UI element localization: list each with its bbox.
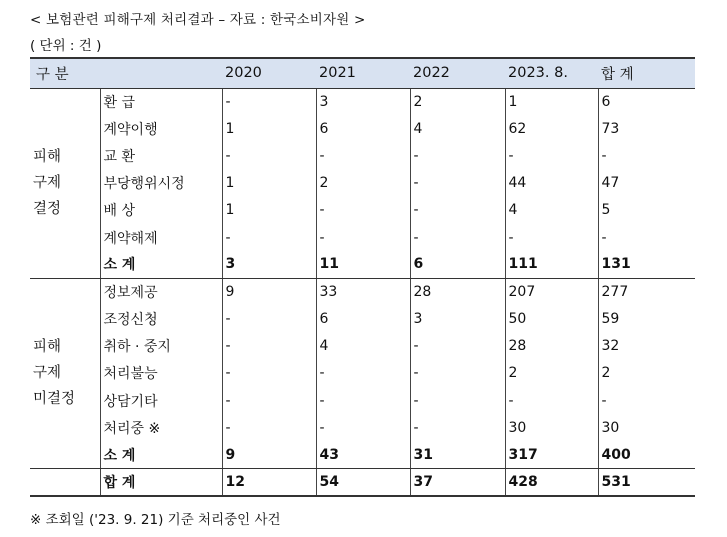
row-label: 부당행위시정 xyxy=(100,170,222,197)
cell-value: - xyxy=(601,229,607,246)
table-row xyxy=(30,197,695,224)
cell-value: 400 xyxy=(598,441,695,468)
table-row xyxy=(30,306,695,333)
cell-value: 6 xyxy=(601,93,611,110)
cell-value: 131 xyxy=(598,251,695,278)
table-row xyxy=(30,333,695,360)
cell-value: - xyxy=(505,387,598,414)
cell-value: - xyxy=(505,142,598,169)
cell-value: - xyxy=(410,170,505,197)
cell-value: 2 xyxy=(316,170,410,197)
total-value: 531 xyxy=(598,469,695,496)
cell-value: 2 xyxy=(601,365,611,382)
table-row xyxy=(30,170,695,197)
cell-value: 1 xyxy=(222,115,316,142)
row-label: 정보제공 xyxy=(100,278,222,305)
header-2020: 2020 xyxy=(222,58,316,88)
cell-value: 3 xyxy=(410,306,505,333)
table-title: < 보험관련 피해구제 처리결과 – 자료 : 한국소비자원 > xyxy=(30,12,366,28)
cell-value: 11 xyxy=(316,251,410,278)
cell-value: 43 xyxy=(316,441,410,468)
cell-value: 2 xyxy=(410,88,505,115)
cell-value: - xyxy=(601,392,607,409)
total-blank-cell xyxy=(30,469,100,496)
cell-value: - xyxy=(601,147,607,164)
cell-value: 33 xyxy=(316,278,410,305)
cell-value: 6 xyxy=(316,306,410,333)
cell-value: 47 xyxy=(601,175,620,192)
table-row xyxy=(30,278,695,305)
cell-value: 1 xyxy=(222,197,316,224)
cell-value: - xyxy=(410,360,505,387)
cell-value: - xyxy=(410,142,505,169)
table-row xyxy=(30,224,695,251)
cell-value: 6 xyxy=(316,115,410,142)
cell-value: 4 xyxy=(410,115,505,142)
relief-result-table xyxy=(30,57,695,497)
cell-value: - xyxy=(222,414,316,441)
cell-value: - xyxy=(222,306,316,333)
total-value: 428 xyxy=(505,469,598,496)
table-body xyxy=(30,88,695,496)
cell-value: 50 xyxy=(505,306,598,333)
header-2023-8: 2023. 8. xyxy=(505,58,598,88)
cell-value: 28 xyxy=(410,278,505,305)
cell-value: - xyxy=(316,197,410,224)
table-row xyxy=(30,115,695,142)
cell-value: 317 xyxy=(505,441,598,468)
header-row xyxy=(30,58,695,88)
cell-value: 59 xyxy=(601,311,620,328)
cell-value: 111 xyxy=(505,251,598,278)
cell-value: 3 xyxy=(316,88,410,115)
cell-value: 9 xyxy=(222,441,316,468)
cell-value: - xyxy=(410,387,505,414)
cell-value: 277 xyxy=(601,284,629,301)
total-value: 54 xyxy=(316,469,410,496)
cell-value: 6 xyxy=(410,251,505,278)
group-label: 피해 구제 미결정 xyxy=(30,278,100,468)
cell-value: - xyxy=(316,387,410,414)
header-category: 구 분 xyxy=(30,58,222,88)
row-label: 배 상 xyxy=(100,197,222,224)
group-label: 피해 구제 결정 xyxy=(30,88,100,278)
cell-value: 1 xyxy=(505,88,598,115)
cell-value: 30 xyxy=(505,414,598,441)
table-row xyxy=(30,142,695,169)
total-value: 12 xyxy=(222,469,316,496)
row-label: 소 계 xyxy=(100,251,222,278)
table-row xyxy=(30,387,695,414)
cell-value: - xyxy=(410,333,505,360)
row-label: 조정신청 xyxy=(100,306,222,333)
subtotal-row xyxy=(30,441,695,468)
cell-value: - xyxy=(410,224,505,251)
total-value: 37 xyxy=(410,469,505,496)
row-label: 처리중 ※ xyxy=(100,414,222,441)
cell-value: - xyxy=(222,224,316,251)
header-2021: 2021 xyxy=(316,58,410,88)
table-row xyxy=(30,414,695,441)
cell-value: - xyxy=(505,224,598,251)
cell-value: - xyxy=(316,414,410,441)
cell-value: - xyxy=(316,224,410,251)
subtotal-row xyxy=(30,251,695,278)
row-label: 소 계 xyxy=(100,441,222,468)
cell-value: 5 xyxy=(601,202,611,219)
cell-value: - xyxy=(222,333,316,360)
cell-value: - xyxy=(222,142,316,169)
cell-value: 31 xyxy=(410,441,505,468)
cell-value: 4 xyxy=(505,197,598,224)
row-label: 계약이행 xyxy=(100,115,222,142)
cell-value: 44 xyxy=(505,170,598,197)
cell-value: 207 xyxy=(505,278,598,305)
table-row xyxy=(30,360,695,387)
row-label: 상담기타 xyxy=(100,387,222,414)
row-label: 교 환 xyxy=(100,142,222,169)
cell-value: - xyxy=(222,88,316,115)
cell-value: - xyxy=(316,360,410,387)
total-label: 합 계 xyxy=(100,469,222,496)
cell-value: - xyxy=(410,197,505,224)
cell-value: 30 xyxy=(601,419,620,436)
cell-value: 9 xyxy=(222,278,316,305)
cell-value: - xyxy=(410,414,505,441)
row-label: 계약해제 xyxy=(100,224,222,251)
row-label: 취하 · 중지 xyxy=(100,333,222,360)
cell-value: 4 xyxy=(316,333,410,360)
cell-value: 3 xyxy=(222,251,316,278)
table-row xyxy=(30,88,695,115)
row-label: 환 급 xyxy=(100,88,222,115)
footnote: ※ 조회일 ('23. 9. 21) 기준 처리중인 사건 xyxy=(30,512,281,528)
total-row xyxy=(30,469,695,496)
cell-value: - xyxy=(222,387,316,414)
cell-value: 62 xyxy=(505,115,598,142)
cell-value: 28 xyxy=(505,333,598,360)
cell-value: - xyxy=(316,142,410,169)
row-label: 처리불능 xyxy=(100,360,222,387)
cell-value: 2 xyxy=(505,360,598,387)
cell-value: 73 xyxy=(601,120,620,137)
cell-value: - xyxy=(222,360,316,387)
cell-value: 1 xyxy=(222,170,316,197)
cell-value: 32 xyxy=(601,338,620,355)
unit-label: ( 단위 : 건 ) xyxy=(30,38,102,54)
header-2022: 2022 xyxy=(410,58,505,88)
header-total: 합 계 xyxy=(598,58,695,88)
